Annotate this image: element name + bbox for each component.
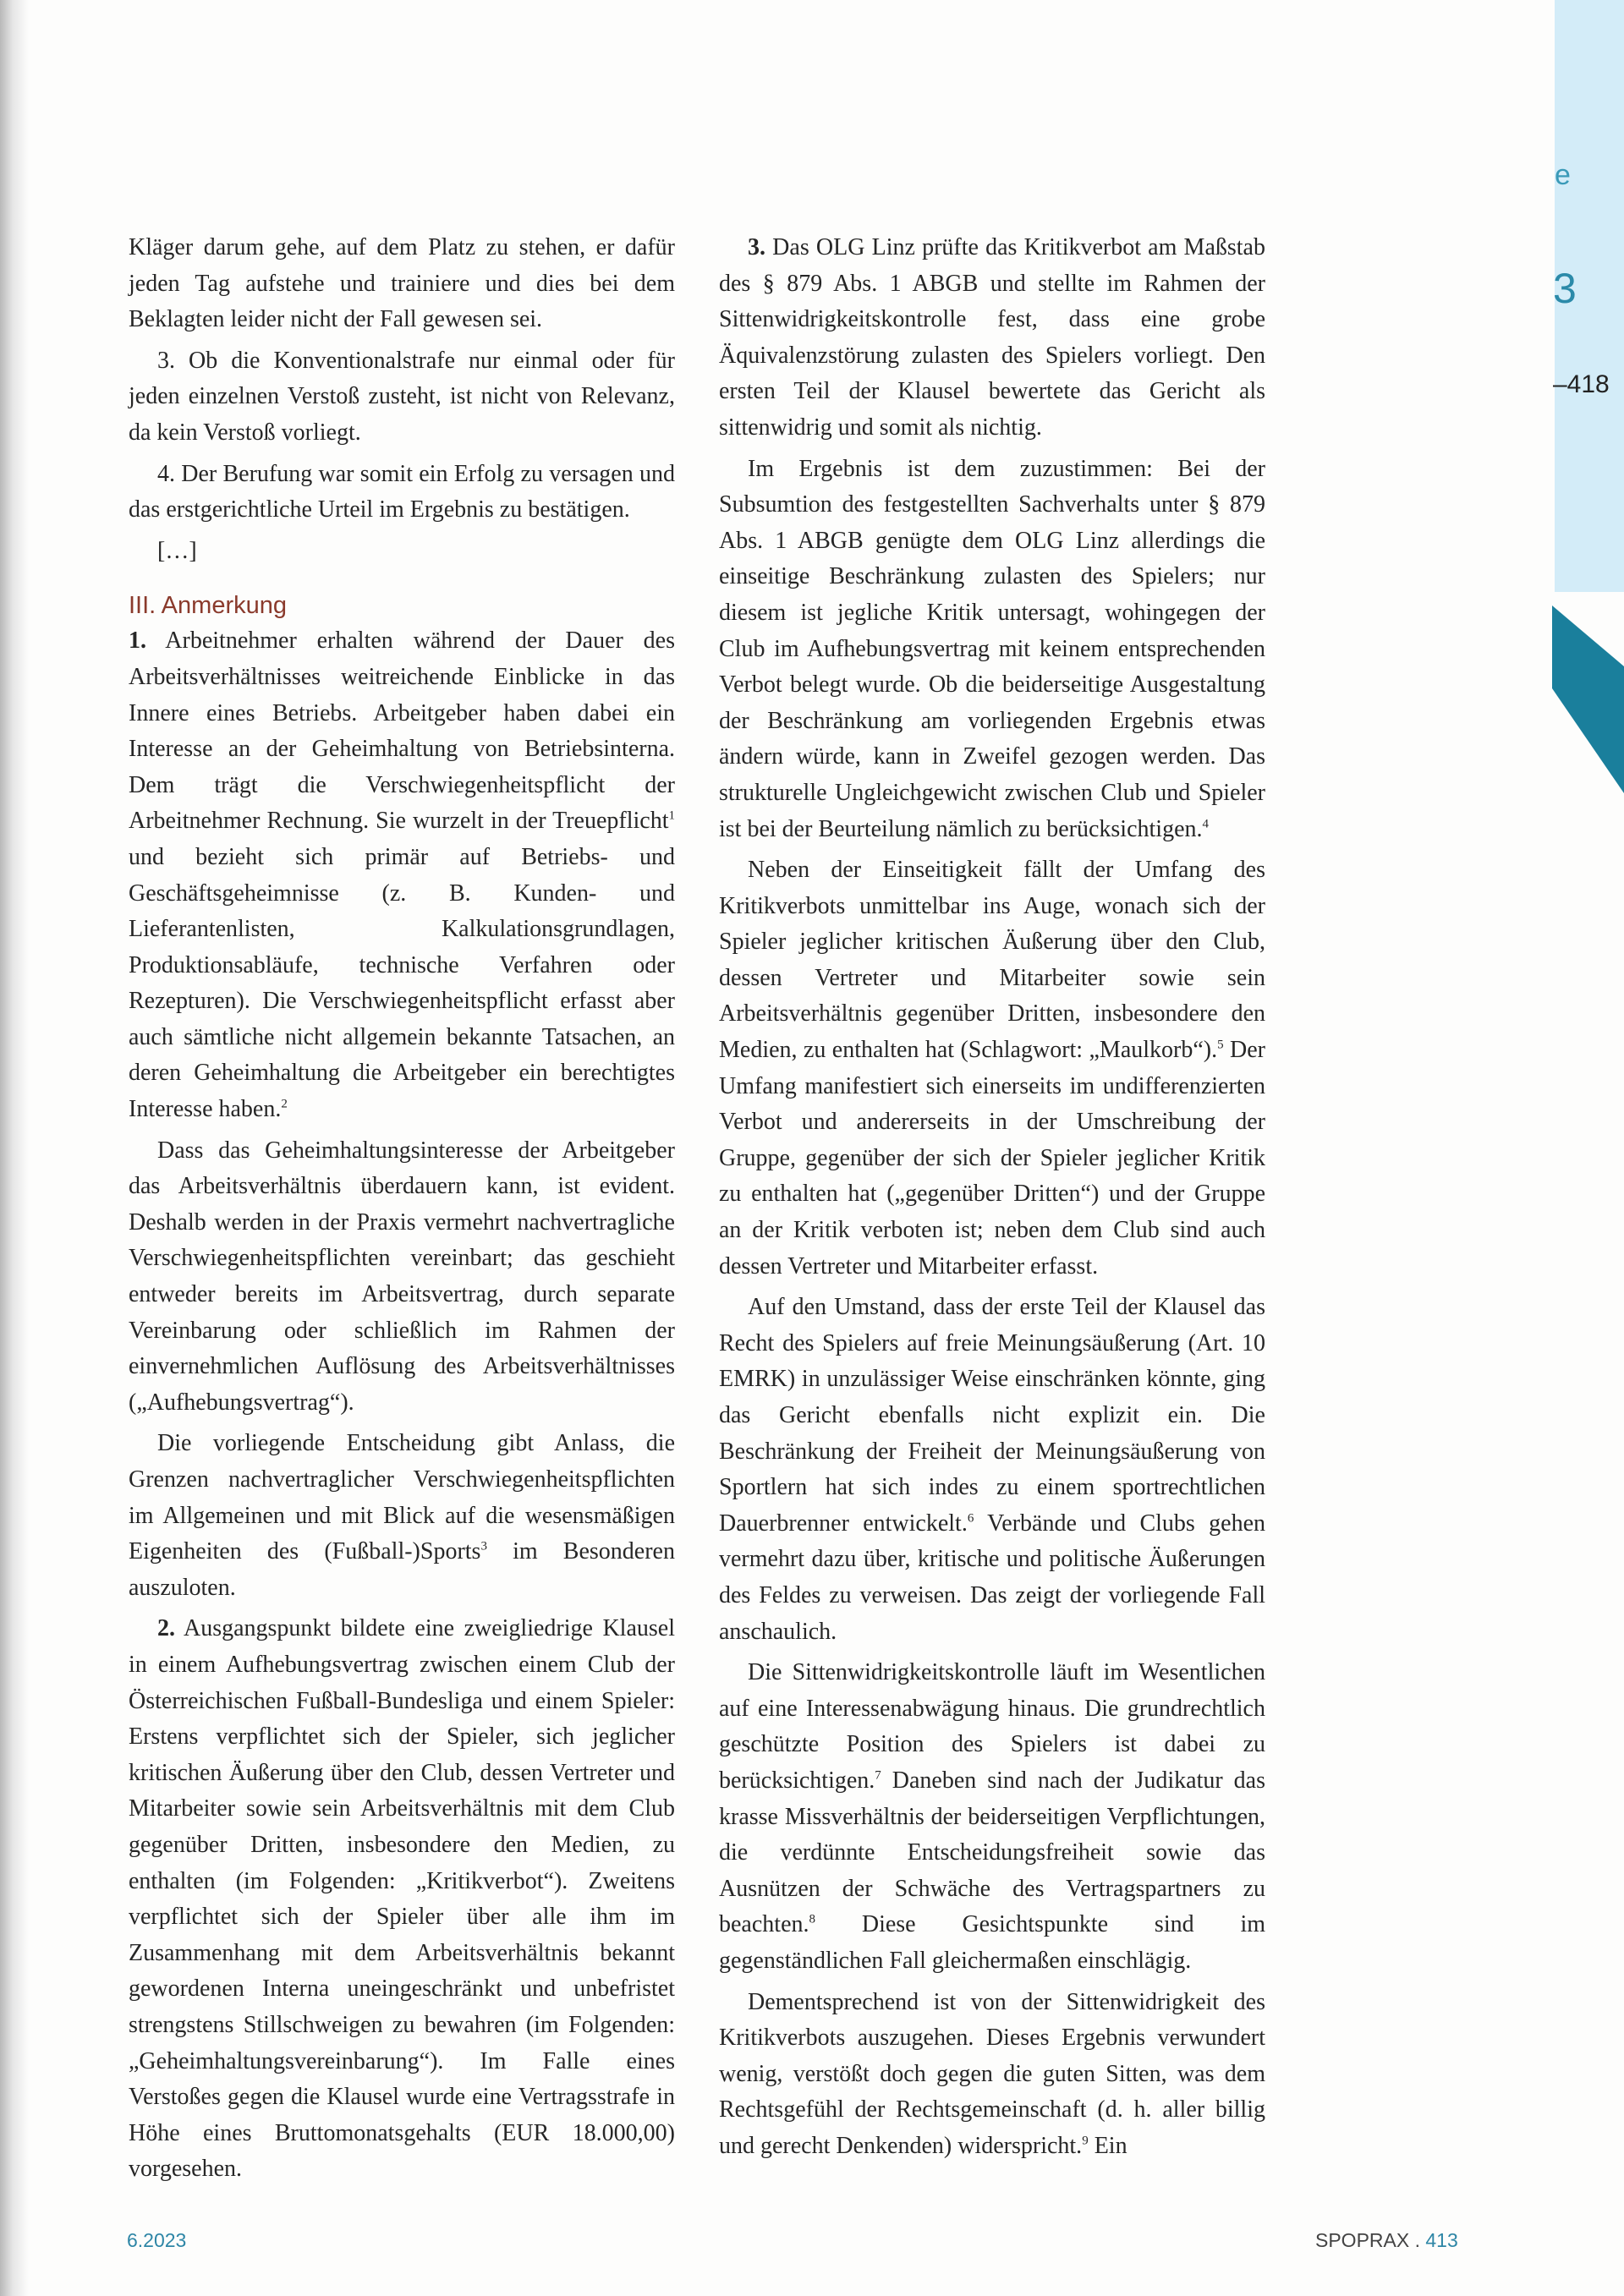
footnote-marker: 4: [1202, 817, 1209, 831]
paragraph-text: Auf den Umstand, dass der erste Teil der Klausel das Recht des Spielers auf freie Meinungsäußerung (Art. 10 EMRK) in unzulässiger Weise einschränken könnte, ging das Gericht ebenfalls nicht explizit ein. Die Beschränkung der Freiheit der Meinungsäußerung von Sportlern hat sich indes zu einem sportrechtlichen Dauerbrenner entwickelt.: [719, 1294, 1265, 1537]
paragraph: [129, 1133, 675, 1422]
paragraph-number: 2.: [157, 1615, 175, 1642]
scan-edge-shadow: [0, 0, 29, 2296]
footer-separator: .: [1409, 2229, 1426, 2251]
paragraph-text: Diese Gesichtspunkte sind im gegenständlichen Fall gleichermaßen einschlägig.: [719, 1911, 1265, 1974]
paragraph: [719, 1290, 1265, 1650]
paragraph-text: Ein: [1088, 2132, 1127, 2159]
footer-journal-page: [1315, 2229, 1458, 2252]
paragraph-text: Kläger darum gehe, auf dem Platz zu stehen, er dafür jeden Tag aufstehe und trainiere und dies bei dem Beklagten leider nicht der Fall gewesen sei.: [129, 234, 675, 333]
footnote-marker: 8: [809, 1912, 815, 1926]
paragraph-number: 3.: [748, 234, 765, 260]
paragraph-text: 3. Ob die Konventionalstrafe nur einmal oder für jeden einzelnen Verstoß zusteht, ist nicht von Relevanz, da kein Verstoß vorliegt.: [129, 347, 675, 446]
side-tab-page-range: –418: [1553, 370, 1610, 398]
section-heading: III. Anmerkung: [129, 592, 287, 620]
paragraph: [129, 457, 675, 529]
paragraph-text: Neben der Einseitigkeit fällt der Umfang des Kritikverbots unmittelbar ins Auge, wonach sich der Spieler jeglicher kritischen Äußerung über den Club, dessen Vertreter und Mitarbeiter sowie sein Arbeitsverhältnis gegenüber Dritten, insbesondere den Medien, zu enthalten hat (Schlagwort: „Maulkorb“).: [719, 857, 1265, 1064]
side-tab-fragment: e: [1555, 159, 1571, 191]
paragraph: [719, 1655, 1265, 1979]
footer-issue: 6.2023: [127, 2229, 187, 2251]
right-column: [719, 230, 1265, 2169]
left-column: [129, 230, 675, 2193]
footnote-marker: 9: [1082, 2134, 1089, 2148]
paragraph-text: im Besonderen auszuloten.: [129, 1538, 675, 1601]
paragraph: [719, 452, 1265, 848]
paragraph-text: Das OLG Linz prüfte das Kritikverbot am Maßstab des § 879 Abs. 1 ABGB und stellte im Rahmen der Sittenwidrigkeitskontrolle fest, dass eine grobe Äquivalenzstörung zulasten des Spielers vorliegt. Den ersten Teil der Klausel bewertete das Gericht als sittenwidrig und somit als nichtig.: [719, 234, 1265, 441]
paragraph-text: Die Sittenwidrigkeitskontrolle läuft im Wesentlichen auf eine Interessenabwägung hinaus. Die grundrechtlich geschützte Position des Spielers ist dabei zu berücksichtigen.: [719, 1659, 1265, 1794]
paragraph: [719, 1985, 1265, 2165]
footnote-marker: 3: [480, 1539, 487, 1553]
footnote-marker: 7: [875, 1768, 881, 1783]
paragraph: [719, 230, 1265, 447]
paragraph-text: Verbände und Clubs gehen vermehrt dazu über, kritische und politische Äußerungen des Feldes zu verweisen. Das zeigt der vorliegende Fall anschaulich.: [719, 1510, 1265, 1645]
paragraph-text: und bezieht sich primär auf Betriebs- und Geschäftsgeheimnisse (z. B. Kunden- und Lieferantenlisten, Kalkulationsgrundlagen, Produktionsabläufe, technische Verfahren oder Rezepturen). Die Verschwiegenheitspflicht erfasst aber auch sämtliche nicht allgemein bekannte Tatsachen, an deren Geheimhaltung die Arbeitgeber ein berechtigtes Interesse haben.: [129, 843, 675, 1123]
footnote-marker: 1: [668, 808, 675, 823]
paragraph: [129, 343, 675, 452]
paragraph: [129, 1611, 675, 2188]
paragraph-text: Dementsprechend ist von der Sittenwidrigkeit des Kritikverbots auszugehen. Dieses Ergebnis verwundert wenig, verstößt doch gegen die guten Sitten, was dem Rechtsgefühl der Rechtsgemeinschaft (d. h. aller billig und gerecht Denkenden) widerspricht.: [719, 1988, 1265, 2159]
paragraph-text: Der Umfang manifestiert sich einerseits im undifferenzierten Verbot und andererseits in der Umschreibung der Gruppe, gegenüber der sich der Spieler jeglicher Kritik zu enthalten hat („gegenüber Dritten“) und der Gruppe an der Kritik verboten ist; neben dem Club sind auch dessen Vertreter und Mitarbeiter erfasst.: [719, 1037, 1265, 1280]
footer-page-number: 413: [1425, 2229, 1458, 2251]
left-paragraphs-after: [129, 623, 675, 2188]
side-tab-number: 3: [1553, 265, 1577, 312]
paragraph-text: 4. Der Berufung war somit ein Erfolg zu versagen und das erstgerichtliche Urteil im Ergebnis zu bestätigen.: [129, 460, 675, 523]
footnote-marker: 6: [967, 1511, 974, 1526]
paragraph-text: Ausgangspunkt bildete eine zweigliedrige Klausel in einem Aufhebungsvertrag zwischen einem Club der Österreichischen Fußball-Bundesliga und einem Spieler: Erstens verpflichtet sich der Spieler, sich jeglicher kritischen Äußerung über den Club, dessen Vertreter und Mitarbeiter sowie sein Arbeitsverhältnis mit dem Club gegenüber Dritten, insbesondere den Medien, zu enthalten (im Folgenden: „Kritikverbot“). Zweitens verpflichtet sich der Spieler über alle ihm im Zusammenhang mit dem Arbeitsverhältnis bekannt gewordenen Interna uneingeschränkt und unbefristet strengstens Stillschweigen zu bewahren (im Folgenden: „Geheimhaltungsvereinbarung“). Im Falle eines Verstoßes gegen die Klausel wurde eine Vertragsstrafe in Höhe eines Bruttomonatsgehalts (EUR 18.000,00) vorgesehen.: [129, 1615, 675, 2183]
paragraph: [129, 623, 675, 1127]
paragraph: [129, 534, 675, 570]
paragraph-text: […]: [157, 537, 197, 564]
paragraph-text: Dass das Geheimhaltungsinteresse der Arbeitgeber das Arbeitsverhältnis überdauern kann, ist evident. Deshalb werden in der Praxis vermehrt nachvertragliche Verschwiegenheitspflichten vereinbart; das geschieht entweder bereits im Arbeitsvertrag, durch separate Vereinbarung oder schließlich im Rahmen der einvernehmlichen Auflösung des Arbeitsverhältnisses („Aufhebungsvertrag“).: [129, 1137, 675, 1416]
paragraph-number: 1.: [129, 627, 146, 655]
paragraph-text: Im Ergebnis ist dem zuzustimmen: Bei der Subsumtion des festgestellten Sachverhalts unter § 879 Abs. 1 ABGB genügte dem OLG Linz allerdings die einseitige Beschränkung zulasten des Spielers; nur diesem ist jegliche Kritik untersagt, wohingegen der Club im Aufhebungsvertrag mit keinem entsprechenden Verbot belegt wurde. Ob die beiderseitige Ausgestaltung der Beschränkung am vorliegenden Ergebnis etwas ändern würde, kann in Zweifel gezogen werden. Das strukturelle Ungleichgewicht zwischen Club und Spieler ist bei der Beurteilung nämlich zu berücksichtigen.: [719, 455, 1265, 842]
footnote-marker: 5: [1217, 1038, 1224, 1052]
left-paragraphs-before: [129, 230, 675, 569]
paragraph: [129, 230, 675, 338]
right-paragraphs: [719, 230, 1265, 2164]
paragraph-text: Arbeitnehmer erhalten während der Dauer des Arbeitsverhältnisses weitreichende Einblicke in das Innere eines Betriebs. Arbeitgeber haben dabei ein Interesse an der Geheimhaltung von Betriebsinterna. Dem trägt die Verschwiegenheitspflicht der Arbeitnehmer Rechnung. Sie wurzelt in der Treuepflicht: [129, 627, 675, 835]
paragraph-text: Daneben sind nach der Judikatur das krasse Missverhältnis der beiderseitigen Verpflichtungen, die verdünnte Entscheidungsfreiheit sowie das Ausnützen der Schwäche des Vertragspartners zu beachten.: [719, 1767, 1265, 1938]
footnote-marker: 2: [281, 1097, 288, 1111]
paragraph: [719, 852, 1265, 1285]
side-tab-diagonal-marker: [1552, 606, 1624, 793]
paragraph-text: Die vorliegende Entscheidung gibt Anlass, die Grenzen nachvertraglicher Verschwiegenheitspflichten im Allgemeinen und mit Blick auf die wesensmäßigen Eigenheiten des (Fußball-)Sports: [129, 1430, 675, 1565]
paragraph: [129, 1426, 675, 1606]
footer-journal: SPOPRAX: [1315, 2229, 1410, 2251]
